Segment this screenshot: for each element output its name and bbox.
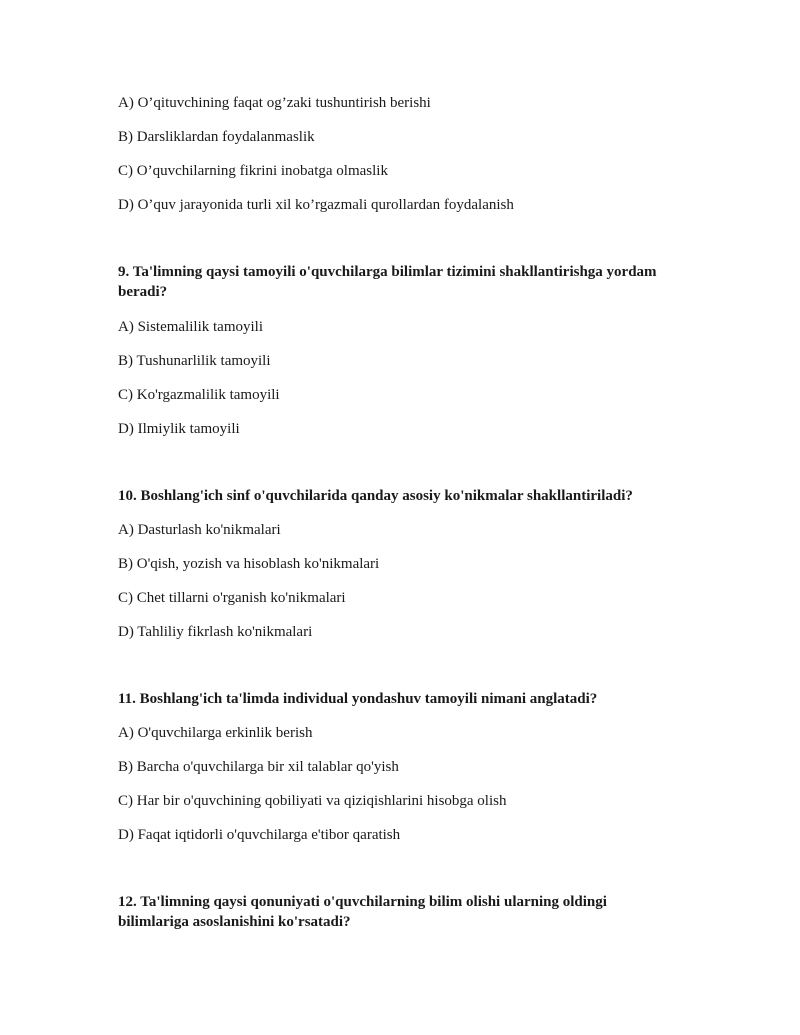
option-10-b: B) O'qish, yozish va hisoblash ko'nikmalari: [118, 556, 380, 572]
option-10-d: D) Tahliliy fikrlash ko'nikmalari: [118, 624, 313, 640]
option-10-a: A) Dasturlash ko'nikmalari: [118, 522, 281, 538]
question-12: 12. Ta'limning qaysi qonuniyati o'quvchilarning bilim olishi ularning oldingi bilimlariga asoslanishini ko'rsatadi?: [118, 894, 607, 930]
question-11: 11. Boshlang'ich ta'limda individual yondashuv tamoyili nimani anglatadi?: [118, 691, 598, 707]
option-10-c: C) Chet tillarni o'rganish ko'nikmalari: [118, 590, 346, 606]
option-11-d: D) Faqat iqtidorli o'quvchilarga e'tibor qaratish: [118, 827, 401, 843]
option-9-a: A) Sistemalilik tamoyili: [118, 319, 263, 335]
question-10: 10. Boshlang'ich sinf o'quvchilarida qanday asosiy ko'nikmalar shakllantiriladi?: [118, 488, 633, 504]
option-11-c: C) Har bir o'quvchining qobiliyati va qiziqishlarini hisobga olish: [118, 793, 507, 809]
option-prev-d: D) O’quv jarayonida turli xil ko’rgazmali qurollardan foydalanish: [118, 197, 514, 213]
option-11-a: A) O'quvchilarga erkinlik berish: [118, 725, 313, 741]
question-9: 9. Ta'limning qaysi tamoyili o'quvchilarga bilimlar tizimini shakllantirishga yordam beradi?: [118, 264, 657, 300]
option-9-b: B) Tushunarlilik tamoyili: [118, 353, 271, 369]
option-prev-b: B) Darsliklardan foydalanmaslik: [118, 129, 315, 145]
option-9-c: C) Ko'rgazmalilik tamoyili: [118, 387, 280, 403]
option-11-b: B) Barcha o'quvchilarga bir xil talablar qo'yish: [118, 759, 399, 775]
option-prev-c: C) O’quvchilarning fikrini inobatga olmaslik: [118, 163, 388, 179]
option-prev-a: A) O’qituvchining faqat og’zaki tushuntirish berishi: [118, 95, 431, 111]
option-9-d: D) Ilmiylik tamoyili: [118, 421, 240, 437]
